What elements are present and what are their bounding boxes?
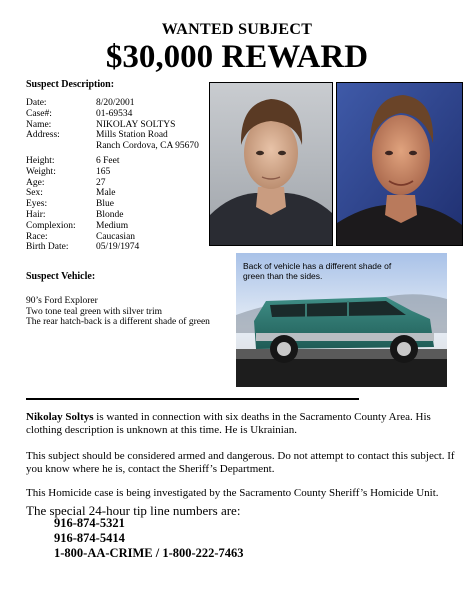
field-label: Address: <box>26 130 60 141</box>
suspect-description-fields <box>26 98 199 253</box>
suspect-photo-front <box>209 82 333 246</box>
field-row <box>26 167 199 178</box>
paragraph-investigation: This Homicide case is being investigated by the Sacramento County Sheriff’s Homicide Unit. <box>26 487 439 499</box>
field-value: 01-69534 <box>96 108 133 119</box>
vehicle-line: Two tone teal green with silver trim <box>26 306 162 317</box>
field-row <box>26 156 199 167</box>
field-value: Ranch Cordova, CA 95670 <box>96 141 199 152</box>
field-row <box>26 199 199 210</box>
field-value: Blonde <box>96 209 124 220</box>
paragraph-wanted <box>26 411 456 437</box>
field-value: 6 Feet <box>96 155 120 166</box>
vehicle-line: 90’s Ford Explorer <box>26 296 98 306</box>
suspect-vehicle-heading: Suspect Vehicle: <box>26 271 96 282</box>
paragraph-text: is wanted in connection with six deaths in the Sacramento County Area. His clothing description is unknown at this time. He is Ukrainian. <box>26 411 431 436</box>
field-label: Date: <box>26 98 47 108</box>
tip-numbers <box>54 516 244 561</box>
field-row <box>26 242 199 253</box>
field-row <box>26 141 199 152</box>
suspect-vehicle-lines <box>26 296 210 328</box>
field-row <box>26 98 199 109</box>
field-value: Blue <box>96 199 114 210</box>
suspect-description-heading: Suspect Description: <box>26 79 115 90</box>
field-label: Eyes: <box>26 199 48 210</box>
field-label: Height: <box>26 155 55 166</box>
field-value: 165 <box>96 166 111 177</box>
field-value: Mills Station Road <box>96 130 168 141</box>
field-label <box>26 141 96 152</box>
field-label: Name: <box>26 119 52 130</box>
field-label: Birth Date: <box>26 242 69 253</box>
field-label: Case#: <box>26 108 52 119</box>
divider <box>26 398 359 400</box>
field-row <box>26 120 199 131</box>
tip-number: 916-874-5321 <box>54 516 125 530</box>
field-row <box>26 210 199 221</box>
field-value: Caucasian <box>96 231 136 242</box>
field-row <box>26 109 199 120</box>
tip-number: 916-874-5414 <box>54 531 125 545</box>
field-value: NIKOLAY SOLTYS <box>96 119 176 130</box>
tip-number: 1-800-AA-CRIME / 1-800-222-7463 <box>54 546 244 560</box>
field-value: 27 <box>96 177 106 188</box>
field-label: Complexion: <box>26 220 76 231</box>
field-row <box>26 188 199 199</box>
vehicle-photo-caption: Back of vehicle has a different shade of green than the sides. <box>243 261 392 281</box>
field-label: Weight: <box>26 166 56 177</box>
vehicle-line: The rear hatch-back is a different shade of green <box>26 317 210 327</box>
field-label: Hair: <box>26 209 46 220</box>
field-value: Medium <box>96 220 129 231</box>
field-value: 05/19/1974 <box>96 242 140 253</box>
field-value: 8/20/2001 <box>96 98 135 108</box>
poster-subtitle: WANTED SUBJECT <box>161 21 313 38</box>
field-value: Male <box>96 188 116 199</box>
suspect-name: Nikolay Soltys <box>26 411 94 423</box>
tip-line-heading: The special 24-hour tip line numbers are: <box>26 503 241 518</box>
field-label: Race: <box>26 231 48 242</box>
field-label: Age: <box>26 177 45 188</box>
field-label: Sex: <box>26 188 43 199</box>
reward-title: $30,000 REWARD <box>105 39 369 75</box>
field-row <box>26 232 199 243</box>
paragraph-warning: This subject should be considered armed and dangerous. Do not attempt to contact this subject. If you know where he is, contact the Sheriff’s Department. <box>26 450 455 475</box>
field-row <box>26 221 199 232</box>
field-row <box>26 130 199 141</box>
suspect-photo-profile <box>336 82 463 246</box>
field-row <box>26 178 199 189</box>
